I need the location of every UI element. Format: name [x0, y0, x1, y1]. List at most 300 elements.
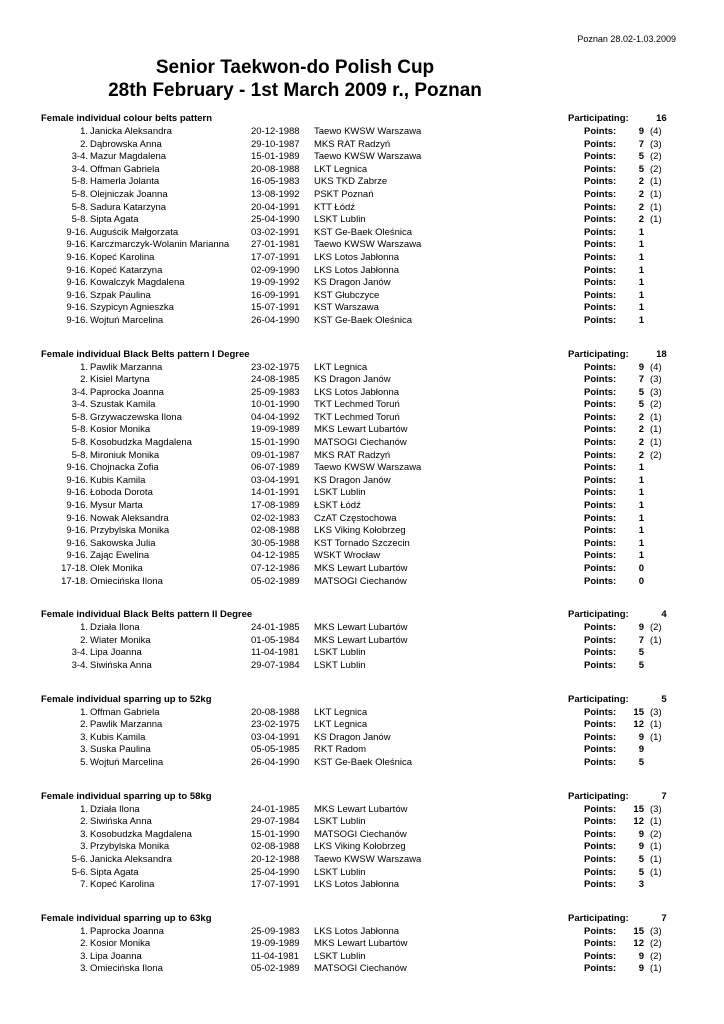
competitor-name: Lipa Joanna — [90, 950, 142, 962]
section-title: Female individual colour belts pattern — [41, 113, 213, 124]
birth-date: 25-09-1983 — [251, 386, 300, 398]
club-name: UKS TKD Zabrze — [314, 176, 388, 188]
place: 3. — [80, 950, 88, 962]
birth-date: 04-12-1985 — [251, 550, 300, 562]
points-label: Points: — [584, 622, 617, 634]
competitor-name: Kopeć Karolina — [90, 879, 155, 891]
points-extra: (1) — [650, 719, 662, 731]
points-extra: (2) — [650, 938, 662, 950]
points-value: 5 — [638, 647, 644, 659]
section-header — [0, 349, 724, 362]
result-row — [0, 399, 724, 412]
participating-value: 5 — [661, 693, 667, 705]
points-label: Points: — [584, 449, 617, 461]
points-label: Points: — [584, 563, 617, 574]
result-row — [0, 227, 724, 240]
points-label: Points: — [584, 239, 617, 251]
club-name: LSKT Lublin — [314, 950, 366, 962]
points-label: Points: — [584, 512, 617, 524]
birth-date: 03-02-1991 — [251, 226, 300, 238]
birth-date: 27-01-1981 — [251, 239, 300, 251]
points-extra: (3) — [650, 138, 662, 150]
place: 9-16. — [66, 226, 88, 238]
result-row — [0, 412, 724, 425]
competitor-name: Kosior Monika — [90, 424, 151, 436]
competitor-name: Wojtuń Marcelina — [90, 756, 164, 768]
place: 9-16. — [66, 537, 88, 549]
result-row — [0, 139, 724, 152]
result-row — [0, 879, 724, 892]
points-value: 1 — [638, 264, 644, 276]
section-title: Female individual sparring up to 58kg — [41, 790, 212, 802]
club-name: MATSOGI Ciechanów — [314, 828, 407, 840]
place: 9-16. — [66, 550, 88, 562]
points-value: 1 — [638, 487, 644, 499]
birth-date: 19-09-1989 — [251, 424, 300, 436]
competitor-name: Olejniczak Joanna — [90, 188, 168, 200]
competitor-name: Nowak Aleksandra — [90, 512, 169, 524]
participating-count — [568, 349, 667, 360]
birth-date: 20-12-1988 — [251, 853, 300, 865]
title-line-1: Senior Taekwon-do Polish Cup — [155, 57, 435, 78]
competitor-name: Przybylska Monika — [90, 841, 170, 853]
place: 3-4. — [71, 163, 88, 175]
birth-date: 29-10-1987 — [251, 138, 300, 150]
result-row — [0, 374, 724, 387]
competitor-name: Paprocka Joanna — [90, 925, 164, 937]
points-extra: (3) — [650, 803, 662, 815]
points-label: Points: — [584, 264, 617, 276]
birth-date: 05-02-1989 — [251, 963, 300, 975]
title-line-2: 28th February - 1st March 2009 r., Poznan — [108, 80, 482, 101]
points-label: Points: — [584, 647, 617, 659]
birth-date: 17-07-1991 — [251, 251, 300, 263]
points-extra: (2) — [650, 151, 662, 163]
club-name: Taewo KWSW Warszawa — [314, 853, 422, 865]
birth-date: 02-02-1983 — [251, 512, 300, 524]
birth-date: 24-08-1985 — [251, 374, 300, 386]
participating-value: 7 — [661, 912, 667, 924]
club-name: KST Ge-Baek Oleśnica — [314, 756, 413, 768]
participating-count — [568, 694, 667, 705]
points-extra: (2) — [650, 449, 662, 461]
club-name: LKS Viking Kołobrzeg — [314, 525, 406, 537]
place: 3. — [80, 828, 88, 840]
club-name: MKS Lewart Lubartów — [314, 938, 408, 950]
points-value: 2 — [638, 437, 644, 449]
competitor-name: Kubis Kamila — [90, 474, 146, 486]
points-label: Points: — [584, 756, 617, 768]
club-name: KS Dragon Janów — [314, 731, 391, 743]
points-extra: (3) — [650, 706, 662, 718]
club-name: LSKT Lublin — [314, 866, 366, 878]
points-value: 12 — [633, 816, 644, 828]
points-label: Points: — [584, 361, 617, 373]
competitor-name: Pawlik Marzanna — [90, 361, 163, 373]
result-row — [0, 635, 724, 648]
birth-date: 30-05-1988 — [251, 537, 300, 549]
place: 3-4. — [71, 151, 88, 163]
points-label: Points: — [584, 719, 617, 731]
club-name: LSKT Lublin — [314, 487, 366, 499]
birth-date: 25-04-1990 — [251, 214, 300, 226]
result-row — [0, 829, 724, 842]
result-row — [0, 513, 724, 526]
section-title: Female individual sparring up to 63kg — [41, 912, 212, 924]
points-extra: (1) — [650, 866, 662, 878]
competitor-name: Omiecińska Ilona — [90, 575, 163, 587]
place: 9-16. — [66, 487, 88, 499]
points-extra: (3) — [650, 374, 662, 386]
place: 3-4. — [71, 386, 88, 398]
header-date-range: Poznan 28.02-1.03.2009 — [577, 34, 676, 44]
place: 1. — [80, 361, 88, 373]
points-extra: (2) — [650, 828, 662, 840]
place: 9-16. — [66, 525, 88, 537]
place: 1. — [80, 803, 88, 815]
birth-date: 16-09-1991 — [251, 289, 300, 301]
section-title: Female individual Black Belts pattern I Degree — [41, 348, 250, 360]
result-row — [0, 732, 724, 745]
place: 2. — [80, 634, 88, 646]
points-extra: (1) — [650, 214, 662, 226]
birth-date: 01-05-1984 — [251, 634, 300, 646]
points-extra: (2) — [650, 163, 662, 175]
competitor-name: Kosobudzka Magdalena — [90, 437, 192, 449]
points-label: Points: — [584, 659, 617, 671]
club-name: LKS Viking Kołobrzeg — [314, 841, 406, 853]
competitor-name: Grzywaczewska Ilona — [90, 411, 182, 423]
club-name: LKT Legnica — [314, 706, 368, 718]
participating-label: Participating: — [568, 790, 629, 802]
place: 9-16. — [66, 289, 88, 301]
birth-date: 20-08-1988 — [251, 706, 300, 718]
points-label: Points: — [584, 126, 617, 137]
points-value: 15 — [633, 803, 644, 815]
birth-date: 19-09-1992 — [251, 277, 300, 289]
place: 2. — [80, 138, 88, 150]
birth-date: 15-01-1990 — [251, 828, 300, 840]
club-name: MKS Lewart Lubartów — [314, 634, 408, 646]
place: 9-16. — [66, 462, 88, 474]
competitor-name: Kosobudzka Magdalena — [90, 828, 192, 840]
results-section — [0, 694, 724, 770]
place: 1. — [80, 925, 88, 937]
participating-label: Participating: — [568, 912, 629, 924]
birth-date: 02-08-1988 — [251, 525, 300, 537]
points-extra: (2) — [650, 399, 662, 411]
birth-date: 26-04-1990 — [251, 756, 300, 768]
competitor-name: Łoboda Dorota — [90, 487, 153, 499]
place: 3-4. — [71, 647, 88, 659]
results-section — [0, 609, 724, 672]
result-row — [0, 387, 724, 400]
birth-date: 04-04-1992 — [251, 411, 300, 423]
points-value: 3 — [638, 879, 644, 891]
points-value: 2 — [638, 188, 644, 200]
points-value: 1 — [638, 550, 644, 562]
competitor-name: Mazur Magdalena — [90, 151, 167, 163]
points-label: Points: — [584, 289, 617, 301]
points-label: Points: — [584, 925, 617, 937]
result-row — [0, 660, 724, 673]
points-label: Points: — [584, 963, 617, 975]
birth-date: 15-07-1991 — [251, 302, 300, 314]
result-row — [0, 647, 724, 660]
competitor-name: Działa Ilona — [90, 803, 140, 815]
points-label: Points: — [584, 151, 617, 163]
competitor-name: Kopeć Karolina — [90, 251, 155, 263]
points-value: 1 — [638, 512, 644, 524]
points-value: 9 — [638, 361, 644, 373]
birth-date: 17-07-1991 — [251, 879, 300, 891]
result-row — [0, 126, 724, 139]
club-name: LSKT Lublin — [314, 647, 366, 659]
place: 9-16. — [66, 302, 88, 314]
participating-value: 18 — [656, 348, 667, 360]
result-row — [0, 487, 724, 500]
points-label: Points: — [584, 731, 617, 743]
birth-date: 11-04-1981 — [251, 647, 299, 659]
points-value: 9 — [638, 963, 644, 975]
points-value: 1 — [638, 251, 644, 263]
result-row — [0, 719, 724, 732]
competitor-name: Siwińska Anna — [90, 816, 152, 828]
birth-date: 23-02-1975 — [251, 361, 300, 373]
points-value: 1 — [638, 289, 644, 301]
page-title — [0, 56, 590, 102]
club-name: Taewo KWSW Warszawa — [314, 151, 422, 163]
club-name: MATSOGI Ciechanów — [314, 437, 407, 449]
result-row — [0, 867, 724, 880]
competitor-name: Siwińska Anna — [90, 659, 152, 671]
competitor-name: Offman Gabriela — [90, 706, 160, 718]
birth-date: 23-02-1975 — [251, 719, 300, 731]
points-value: 5 — [638, 386, 644, 398]
points-value: 9 — [638, 841, 644, 853]
competitor-name: Działa Ilona — [90, 622, 140, 634]
birth-date: 05-02-1989 — [251, 575, 300, 587]
competitor-name: Janicka Aleksandra — [90, 126, 172, 137]
place: 3-4. — [71, 399, 88, 411]
points-value: 2 — [638, 201, 644, 213]
points-value: 7 — [638, 374, 644, 386]
points-value: 5 — [638, 163, 644, 175]
place: 5-8. — [71, 424, 88, 436]
points-value: 15 — [633, 925, 644, 937]
result-row — [0, 176, 724, 189]
club-name: TKT Lechmed Toruń — [314, 411, 400, 423]
club-name: ŁSKT Łódź — [314, 500, 361, 512]
birth-date: 02-09-1990 — [251, 264, 300, 276]
competitor-name: Sadura Katarzyna — [90, 201, 167, 213]
place: 7. — [80, 879, 88, 891]
result-row — [0, 757, 724, 770]
competitor-name: Szpak Paulina — [90, 289, 151, 301]
participating-label: Participating: — [568, 693, 629, 705]
place: 5-8. — [71, 214, 88, 226]
result-row — [0, 277, 724, 290]
participating-label: Participating: — [568, 609, 629, 621]
result-row — [0, 265, 724, 278]
birth-date: 14-01-1991 — [251, 487, 300, 499]
birth-date: 25-04-1990 — [251, 866, 300, 878]
points-extra: (2) — [650, 622, 662, 634]
birth-date: 25-09-1983 — [251, 925, 300, 937]
club-name: MKS Lewart Lubartów — [314, 424, 408, 436]
birth-date: 09-01-1987 — [251, 449, 300, 461]
birth-date: 20-08-1988 — [251, 163, 300, 175]
place: 3-4. — [71, 659, 88, 671]
club-name: MKS Lewart Lubartów — [314, 622, 408, 634]
points-value: 2 — [638, 449, 644, 461]
competitor-name: Mironiuk Monika — [90, 449, 160, 461]
competitor-name: Karczmarczyk-Wolanin Marianna — [90, 239, 230, 251]
birth-date: 29-07-1984 — [251, 659, 300, 671]
birth-date: 11-04-1981 — [251, 950, 299, 962]
club-name: LKT Legnica — [314, 719, 368, 731]
section-header — [0, 113, 724, 126]
competitor-name: Szypicyn Agnieszka — [90, 302, 174, 314]
points-label: Points: — [584, 314, 617, 326]
birth-date: 20-04-1991 — [251, 201, 300, 213]
place: 5-6. — [71, 853, 88, 865]
birth-date: 24-01-1985 — [251, 622, 300, 634]
place: 5. — [80, 756, 88, 768]
points-extra: (1) — [650, 841, 662, 853]
participating-label: Participating: — [568, 348, 629, 360]
points-label: Points: — [584, 411, 617, 423]
birth-date: 20-12-1988 — [251, 126, 300, 137]
place: 3. — [80, 731, 88, 743]
points-value: 5 — [638, 866, 644, 878]
place: 17-18. — [61, 575, 88, 587]
points-label: Points: — [584, 487, 617, 499]
points-extra: (1) — [650, 201, 662, 213]
result-row — [0, 239, 724, 252]
result-row — [0, 315, 724, 328]
points-value: 5 — [638, 659, 644, 671]
points-label: Points: — [584, 879, 617, 891]
points-value: 0 — [638, 563, 644, 574]
points-label: Points: — [584, 176, 617, 188]
result-row — [0, 622, 724, 635]
club-name: Taewo KWSW Warszawa — [314, 239, 422, 251]
club-name: KST Warszawa — [314, 302, 379, 314]
points-extra: (4) — [650, 126, 662, 137]
result-row — [0, 290, 724, 303]
competitor-name: Kisiel Martyna — [90, 374, 150, 386]
result-row — [0, 550, 724, 563]
points-label: Points: — [584, 537, 617, 549]
points-value: 7 — [638, 138, 644, 150]
points-extra: (1) — [650, 176, 662, 188]
points-value: 2 — [638, 424, 644, 436]
points-value: 5 — [638, 853, 644, 865]
club-name: LKS Lotos Jabłonna — [314, 925, 400, 937]
birth-date: 29-07-1984 — [251, 816, 300, 828]
results-list — [0, 113, 724, 997]
birth-date: 16-05-1983 — [251, 176, 300, 188]
points-value: 1 — [638, 525, 644, 537]
competitor-name: Zając Ewelina — [90, 550, 150, 562]
club-name: LKS Lotos Jabłonna — [314, 879, 400, 891]
birth-date: 15-01-1990 — [251, 437, 300, 449]
competitor-name: Wiater Monika — [90, 634, 151, 646]
points-value: 2 — [638, 214, 644, 226]
birth-date: 05-05-1985 — [251, 744, 300, 756]
competitor-name: Mysur Marta — [90, 500, 143, 512]
result-row — [0, 744, 724, 757]
competitor-name: Kowalczyk Magdalena — [90, 277, 185, 289]
club-name: KST Tornado Szczecin — [314, 537, 410, 549]
birth-date: 03-04-1991 — [251, 474, 300, 486]
points-label: Points: — [584, 437, 617, 449]
place: 1. — [80, 706, 88, 718]
competitor-name: Kubis Kamila — [90, 731, 146, 743]
points-extra: (1) — [650, 731, 662, 743]
points-label: Points: — [584, 575, 617, 587]
place: 2. — [80, 374, 88, 386]
points-extra: (1) — [650, 634, 662, 646]
club-name: Taewo KWSW Warszawa — [314, 462, 422, 474]
club-name: Taewo KWSW Warszawa — [314, 126, 422, 137]
result-row — [0, 576, 724, 589]
competitor-name: Kosior Monika — [90, 938, 151, 950]
points-extra: (1) — [650, 816, 662, 828]
section-header — [0, 609, 724, 622]
result-row — [0, 816, 724, 829]
points-value: 1 — [638, 462, 644, 474]
points-value: 1 — [638, 500, 644, 512]
place: 5-8. — [71, 437, 88, 449]
place: 2. — [80, 816, 88, 828]
competitor-name: Olek Monika — [90, 563, 143, 574]
results-section — [0, 113, 724, 328]
section-title: Female individual sparring up to 52kg — [41, 693, 212, 705]
competitor-name: Hamerla Jolanta — [90, 176, 160, 188]
birth-date: 13-08-1992 — [251, 188, 300, 200]
club-name: KST Głubczyce — [314, 289, 380, 301]
result-row — [0, 202, 724, 215]
result-row — [0, 854, 724, 867]
place: 5-8. — [71, 176, 88, 188]
result-row — [0, 462, 724, 475]
participating-value: 7 — [661, 790, 667, 802]
competitor-name: Wojtuń Marcelina — [90, 314, 164, 326]
points-value: 1 — [638, 474, 644, 486]
result-row — [0, 707, 724, 720]
result-row — [0, 500, 724, 513]
points-label: Points: — [584, 828, 617, 840]
points-label: Points: — [584, 706, 617, 718]
result-row — [0, 538, 724, 551]
place: 9-16. — [66, 314, 88, 326]
competitor-name: Suska Paulina — [90, 744, 151, 756]
points-value: 15 — [633, 706, 644, 718]
result-row — [0, 938, 724, 951]
points-extra: (3) — [650, 386, 662, 398]
competitor-name: Janicka Aleksandra — [90, 853, 172, 865]
result-row — [0, 926, 724, 939]
competitor-name: Lipa Joanna — [90, 647, 142, 659]
participating-count — [568, 113, 667, 124]
place: 9-16. — [66, 512, 88, 524]
club-name: LKS Lotos Jabłonna — [314, 264, 400, 276]
club-name: LKS Lotos Jabłonna — [314, 386, 400, 398]
result-row — [0, 804, 724, 817]
club-name: KS Dragon Janów — [314, 374, 391, 386]
